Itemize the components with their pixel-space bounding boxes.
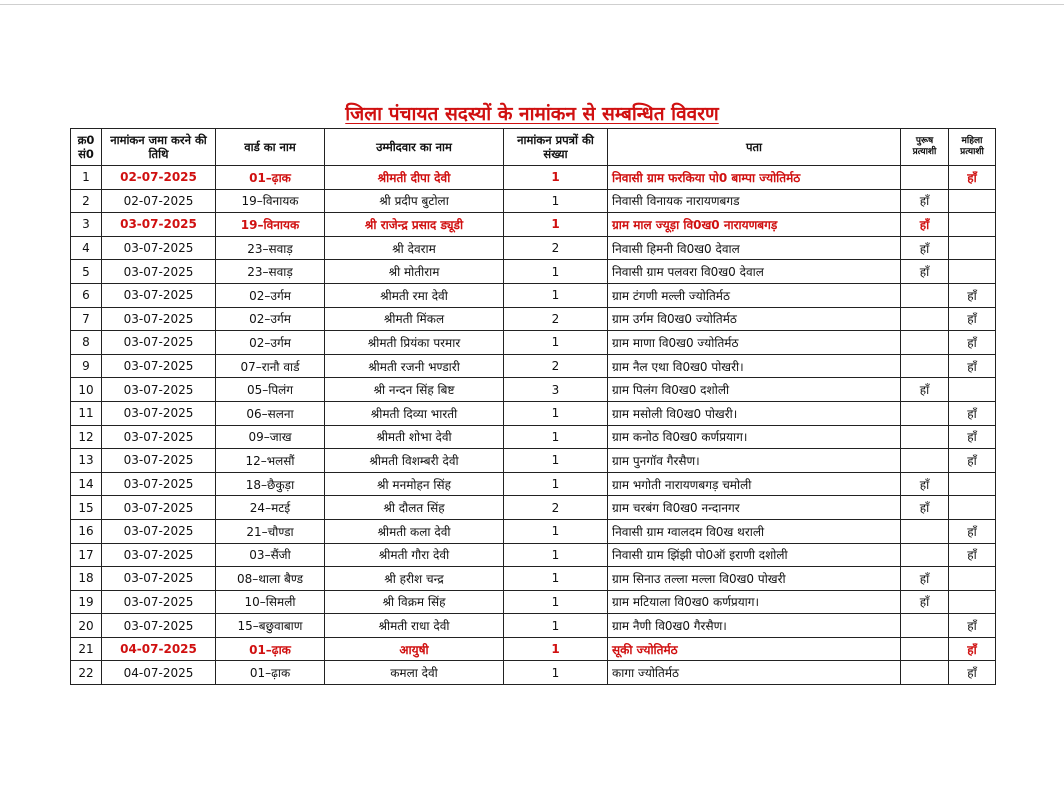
cell-male	[901, 661, 949, 685]
cell-address: ग्राम मसोली वि0ख0 पोखरी।	[608, 401, 901, 425]
cell-candidate: श्रीमती कला देवी	[325, 519, 504, 543]
cell-male	[901, 401, 949, 425]
cell-sno: 5	[71, 260, 102, 284]
cell-date: 03-07-2025	[102, 472, 216, 496]
cell-male: हाँ	[901, 236, 949, 260]
cell-candidate: श्री हरीश चन्द्र	[325, 567, 504, 591]
nomination-table	[70, 128, 996, 685]
cell-male: हाँ	[901, 213, 949, 237]
cell-address: ग्राम माल ज्यूड़ा वि0ख0 नारायणबगड़	[608, 213, 901, 237]
cell-male: हाँ	[901, 590, 949, 614]
cell-sno: 15	[71, 496, 102, 520]
cell-ward: 09–जाख	[216, 425, 325, 449]
cell-forms: 1	[504, 543, 608, 567]
header-ward: वार्ड का नाम	[216, 129, 325, 166]
cell-male: हाँ	[901, 189, 949, 213]
cell-forms: 1	[504, 519, 608, 543]
cell-candidate: श्रीमती रमा देवी	[325, 283, 504, 307]
cell-female	[949, 236, 996, 260]
cell-candidate: श्रीमती राधा देवी	[325, 614, 504, 638]
cell-candidate: श्रीमती मिंकल	[325, 307, 504, 331]
header-forms: नामांकन प्रपत्रों की संख्या	[504, 129, 608, 166]
cell-forms: 1	[504, 637, 608, 661]
table-row	[71, 425, 996, 449]
cell-candidate: श्री देवराम	[325, 236, 504, 260]
cell-sno: 1	[71, 166, 102, 190]
cell-male: हाँ	[901, 472, 949, 496]
cell-female: हाँ	[949, 519, 996, 543]
cell-address: ग्राम भगोती नारायणबगड़ चमोली	[608, 472, 901, 496]
cell-candidate: श्री दौलत सिंह	[325, 496, 504, 520]
cell-candidate: श्रीमती गौरा देवी	[325, 543, 504, 567]
cell-candidate: कमला देवी	[325, 661, 504, 685]
table-row	[71, 401, 996, 425]
cell-female: हाँ	[949, 614, 996, 638]
cell-male	[901, 425, 949, 449]
cell-sno: 4	[71, 236, 102, 260]
cell-male: हाँ	[901, 496, 949, 520]
cell-date: 03-07-2025	[102, 331, 216, 355]
table-row	[71, 236, 996, 260]
cell-female: हाँ	[949, 637, 996, 661]
header-candidate: उम्मीदवार का नाम	[325, 129, 504, 166]
cell-ward: 01–ढ़ाक	[216, 661, 325, 685]
table-row	[71, 519, 996, 543]
cell-forms: 1	[504, 590, 608, 614]
table-row	[71, 496, 996, 520]
cell-date: 03-07-2025	[102, 425, 216, 449]
cell-sno: 21	[71, 637, 102, 661]
header-address: पता	[608, 129, 901, 166]
cell-female: हाँ	[949, 425, 996, 449]
table-row	[71, 189, 996, 213]
cell-female	[949, 496, 996, 520]
cell-sno: 17	[71, 543, 102, 567]
cell-ward: 23–सवाड़	[216, 236, 325, 260]
cell-date: 03-07-2025	[102, 449, 216, 473]
cell-male: हाँ	[901, 260, 949, 284]
cell-ward: 06–सलना	[216, 401, 325, 425]
cell-date: 03-07-2025	[102, 567, 216, 591]
header-sno: क्र0 सं0	[71, 129, 102, 166]
cell-forms: 1	[504, 260, 608, 284]
table-row	[71, 449, 996, 473]
cell-sno: 13	[71, 449, 102, 473]
cell-female: हाँ	[949, 449, 996, 473]
cell-date: 02-07-2025	[102, 189, 216, 213]
cell-male	[901, 283, 949, 307]
cell-date: 03-07-2025	[102, 590, 216, 614]
cell-female: हाँ	[949, 543, 996, 567]
cell-male	[901, 166, 949, 190]
cell-date: 03-07-2025	[102, 354, 216, 378]
cell-forms: 1	[504, 661, 608, 685]
cell-sno: 2	[71, 189, 102, 213]
cell-date: 04-07-2025	[102, 637, 216, 661]
cell-date: 03-07-2025	[102, 213, 216, 237]
cell-sno: 22	[71, 661, 102, 685]
table-row	[71, 590, 996, 614]
cell-ward: 07–रानौ वार्ड	[216, 354, 325, 378]
table-body	[71, 166, 996, 685]
table-row	[71, 260, 996, 284]
cell-date: 03-07-2025	[102, 378, 216, 402]
cell-forms: 1	[504, 166, 608, 190]
cell-ward: 02–उर्गम	[216, 283, 325, 307]
cell-sno: 10	[71, 378, 102, 402]
cell-male	[901, 637, 949, 661]
cell-date: 04-07-2025	[102, 661, 216, 685]
table-row	[71, 661, 996, 685]
cell-address: ग्राम कनोठ वि0ख0 कर्णप्रयाग।	[608, 425, 901, 449]
cell-ward: 12–भलसौं	[216, 449, 325, 473]
cell-forms: 2	[504, 307, 608, 331]
cell-male: हाँ	[901, 567, 949, 591]
cell-date: 03-07-2025	[102, 543, 216, 567]
table-row	[71, 472, 996, 496]
cell-female: हाँ	[949, 401, 996, 425]
cell-male	[901, 543, 949, 567]
table-row	[71, 283, 996, 307]
cell-sno: 6	[71, 283, 102, 307]
cell-candidate: श्री नन्दन सिंह बिष्ट	[325, 378, 504, 402]
cell-address: ग्राम नैल एथा वि0ख0 पोखरी।	[608, 354, 901, 378]
page-title	[0, 100, 1064, 126]
cell-address: सूकी ज्योतिर्मठ	[608, 637, 901, 661]
table-header-row	[71, 129, 996, 166]
cell-forms: 2	[504, 236, 608, 260]
table-row	[71, 567, 996, 591]
cell-ward: 03–सैंजी	[216, 543, 325, 567]
header-female: महिला प्रत्याशी	[949, 129, 996, 166]
cell-female: हाँ	[949, 331, 996, 355]
cell-forms: 1	[504, 213, 608, 237]
cell-candidate: श्री मनमोहन सिंह	[325, 472, 504, 496]
cell-forms: 3	[504, 378, 608, 402]
table-row	[71, 637, 996, 661]
cell-candidate: श्रीमती दीपा देवी	[325, 166, 504, 190]
cell-male	[901, 307, 949, 331]
cell-sno: 16	[71, 519, 102, 543]
table-row	[71, 331, 996, 355]
cell-address: ग्राम नैणी वि0ख0 गैरसैण।	[608, 614, 901, 638]
cell-address: निवासी ग्राम फरकिया पो0 बाम्पा ज्योतिर्मठ	[608, 166, 901, 190]
cell-address: ग्राम पिलंग वि0ख0 दशोली	[608, 378, 901, 402]
cell-ward: 01–ढ़ाक	[216, 637, 325, 661]
cell-female	[949, 567, 996, 591]
cell-address: कागा ज्योतिर्मठ	[608, 661, 901, 685]
table-row	[71, 354, 996, 378]
cell-ward: 18–छैकुड़ा	[216, 472, 325, 496]
cell-ward: 19–विनायक	[216, 213, 325, 237]
cell-candidate: श्रीमती शोभा देवी	[325, 425, 504, 449]
cell-ward: 10–सिमली	[216, 590, 325, 614]
cell-female	[949, 590, 996, 614]
cell-ward: 08–थाला बैण्ड	[216, 567, 325, 591]
cell-candidate: आयुषी	[325, 637, 504, 661]
cell-address: निवासी ग्राम ग्वालदम वि0ख थराली	[608, 519, 901, 543]
cell-forms: 1	[504, 401, 608, 425]
cell-female: हाँ	[949, 354, 996, 378]
cell-forms: 1	[504, 567, 608, 591]
cell-forms: 2	[504, 496, 608, 520]
cell-forms: 1	[504, 331, 608, 355]
cell-male	[901, 519, 949, 543]
cell-ward: 15–बछुवाबाण	[216, 614, 325, 638]
cell-ward: 23–सवाड़	[216, 260, 325, 284]
header-male: पुरूष प्रत्याशी	[901, 129, 949, 166]
cell-sno: 14	[71, 472, 102, 496]
header-date: नामांकन जमा करने की तिथि	[102, 129, 216, 166]
cell-date: 03-07-2025	[102, 496, 216, 520]
cell-female: हाँ	[949, 307, 996, 331]
table-row	[71, 213, 996, 237]
cell-candidate: श्री विक्रम सिंह	[325, 590, 504, 614]
title-text: जिला पंचायत सदस्यों के नामांकन से सम्बन्धित विवरण	[345, 103, 719, 125]
cell-address: निवासी ग्राम पलवरा वि0ख0 देवाल	[608, 260, 901, 284]
cell-male	[901, 614, 949, 638]
cell-female	[949, 260, 996, 284]
cell-date: 03-07-2025	[102, 260, 216, 284]
cell-ward: 05–पिलंग	[216, 378, 325, 402]
cell-address: निवासी विनायक नारायणबगड	[608, 189, 901, 213]
cell-date: 03-07-2025	[102, 401, 216, 425]
cell-ward: 21–चौण्डा	[216, 519, 325, 543]
cell-ward: 19–विनायक	[216, 189, 325, 213]
cell-candidate: श्रीमती प्रियंका परमार	[325, 331, 504, 355]
cell-address: निवासी ग्राम झिंझी पो0ऑ इराणी दशोली	[608, 543, 901, 567]
cell-date: 03-07-2025	[102, 283, 216, 307]
cell-male	[901, 354, 949, 378]
cell-female	[949, 378, 996, 402]
table-row	[71, 378, 996, 402]
table-row	[71, 166, 996, 190]
cell-candidate: श्रीमती रजनी भण्डारी	[325, 354, 504, 378]
cell-date: 03-07-2025	[102, 614, 216, 638]
cell-female	[949, 472, 996, 496]
cell-candidate: श्रीमती दिव्या भारती	[325, 401, 504, 425]
cell-forms: 1	[504, 449, 608, 473]
table-row	[71, 307, 996, 331]
cell-candidate: श्री मोतीराम	[325, 260, 504, 284]
cell-forms: 1	[504, 283, 608, 307]
cell-female: हाँ	[949, 166, 996, 190]
cell-female: हाँ	[949, 661, 996, 685]
cell-sno: 18	[71, 567, 102, 591]
cell-sno: 9	[71, 354, 102, 378]
cell-candidate: श्री प्रदीप बुटोला	[325, 189, 504, 213]
cell-forms: 1	[504, 189, 608, 213]
cell-sno: 3	[71, 213, 102, 237]
cell-male	[901, 449, 949, 473]
cell-female: हाँ	[949, 283, 996, 307]
top-divider	[0, 4, 1064, 5]
cell-forms: 1	[504, 614, 608, 638]
cell-ward: 02–उर्गम	[216, 331, 325, 355]
cell-date: 03-07-2025	[102, 307, 216, 331]
cell-male	[901, 331, 949, 355]
cell-ward: 24–मटई	[216, 496, 325, 520]
cell-forms: 1	[504, 425, 608, 449]
cell-date: 03-07-2025	[102, 519, 216, 543]
cell-address: निवासी हिमनी वि0ख0 देवाल	[608, 236, 901, 260]
cell-address: ग्राम पुनगॉव गैरसैण।	[608, 449, 901, 473]
cell-sno: 8	[71, 331, 102, 355]
table-row	[71, 614, 996, 638]
cell-address: ग्राम सिनाउ तल्ला मल्ला वि0ख0 पोखरी	[608, 567, 901, 591]
cell-sno: 19	[71, 590, 102, 614]
cell-date: 03-07-2025	[102, 236, 216, 260]
cell-date: 02-07-2025	[102, 166, 216, 190]
cell-forms: 2	[504, 354, 608, 378]
cell-ward: 01–ढ़ाक	[216, 166, 325, 190]
cell-address: ग्राम मटियाला वि0ख0 कर्णप्रयाग।	[608, 590, 901, 614]
cell-address: ग्राम चरबंग वि0ख0 नन्दानगर	[608, 496, 901, 520]
cell-sno: 12	[71, 425, 102, 449]
cell-female	[949, 189, 996, 213]
cell-sno: 7	[71, 307, 102, 331]
cell-sno: 11	[71, 401, 102, 425]
table-row	[71, 543, 996, 567]
cell-ward: 02–उर्गम	[216, 307, 325, 331]
cell-candidate: श्रीमती विशम्बरी देवी	[325, 449, 504, 473]
cell-forms: 1	[504, 472, 608, 496]
cell-female	[949, 213, 996, 237]
cell-candidate: श्री राजेन्द्र प्रसाद ड्यूडी	[325, 213, 504, 237]
cell-address: ग्राम टंगणी मल्ली ज्योतिर्मठ	[608, 283, 901, 307]
cell-male: हाँ	[901, 378, 949, 402]
cell-sno: 20	[71, 614, 102, 638]
cell-address: ग्राम माणा वि0ख0 ज्योतिर्मठ	[608, 331, 901, 355]
cell-address: ग्राम उर्गम वि0ख0 ज्योतिर्मठ	[608, 307, 901, 331]
